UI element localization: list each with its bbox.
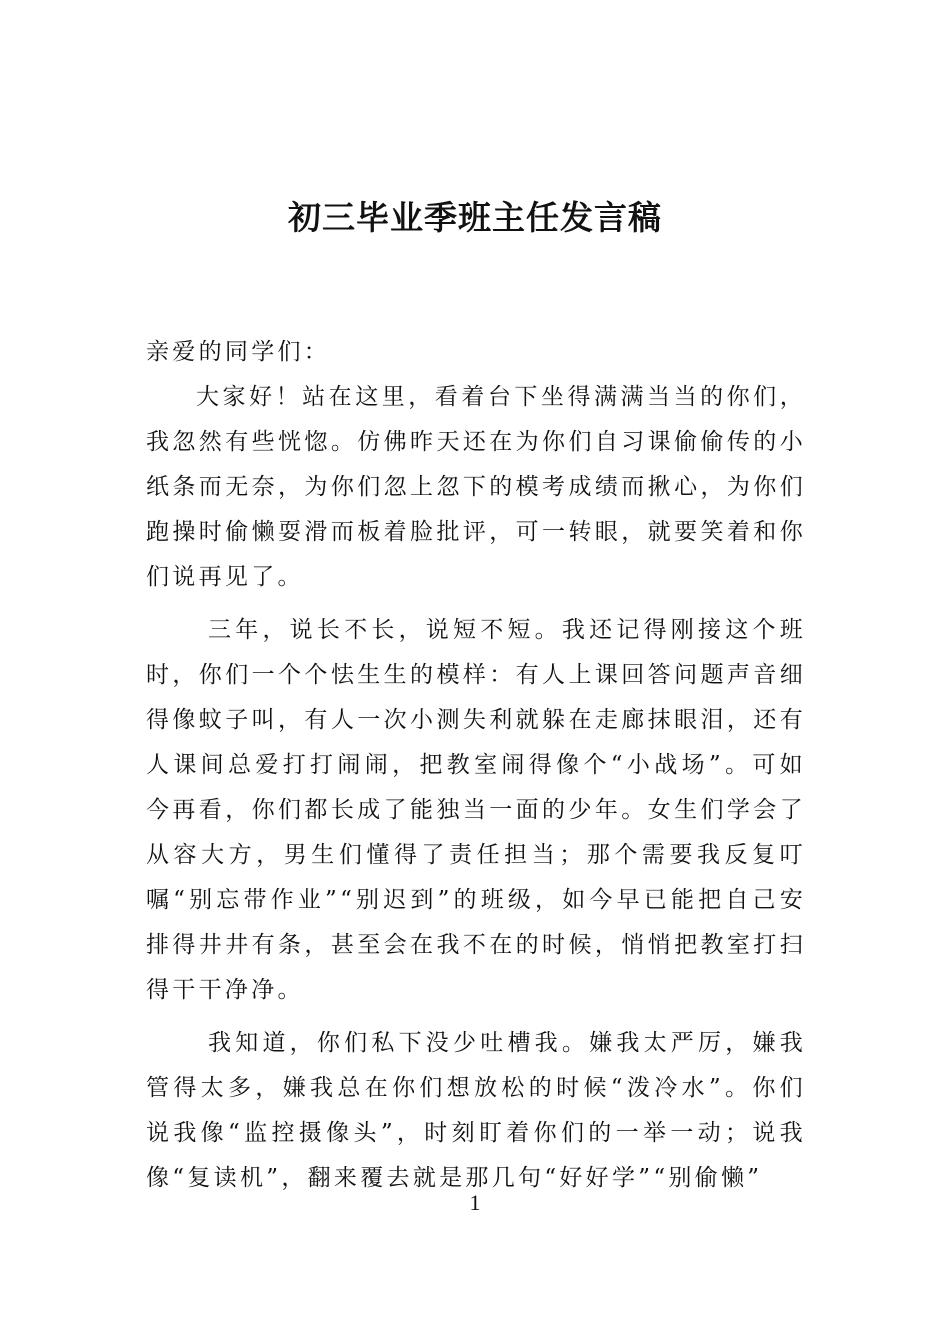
page-number: 1 <box>469 1190 481 1215</box>
greeting-line: 亲爱的同学们： <box>146 339 331 365</box>
paragraph-2: 三年，说长不长，说短不短。我还记得刚接这个班时，你们一个个怯生生的模样：有人上课回答问题声音细得像蚊子叫，有人一次小测失利就躲在走廊抹眼泪，还有人课间总爱打打闹闹，把教室闹得像个“小战场”。可如今再看，你们都长成了能独当一面的少年。女生们学会了从容大方，男生们懂得了责任担当；那个需要我反复叮嘱“别忘带作业”“别迟到”的班级，如今早已能把自己安排得井井有条，甚至会在我不在的时候，悄悄把教室打扫得干干净净。 <box>146 617 806 1003</box>
paragraph-1: 大家好！站在这里，看着台下坐得满满当当的你们，我忽然有些恍惚。仿佛昨天还在为你们自习课偷偷传的小纸条而无奈，为你们忽上忽下的模考成绩而揪心，为你们跑操时偷懒耍滑而板着脸批评，可一转眼，就要笑着和你们说再见了。 <box>146 384 806 590</box>
document-body <box>146 330 806 1201</box>
document-title: 初三毕业季班主任发言稿 <box>288 198 662 237</box>
paragraph-3: 我知道，你们私下没少吐槽我。嫌我太严厉，嫌我管得太多，嫌我总在你们想放松的时候“泼冷水”。你们说我像“监控摄像头”，时刻盯着你们的一举一动；说我像“复读机”，翻来覆去就是那几句“好好学”“别偷懒” <box>146 1030 806 1191</box>
